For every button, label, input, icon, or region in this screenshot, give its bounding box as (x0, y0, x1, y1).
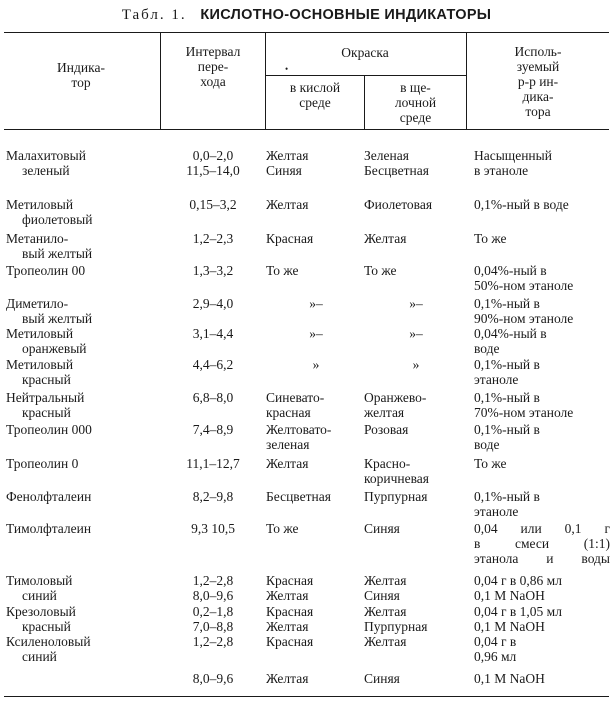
indicator-name: Метанило- вый желтый (6, 231, 93, 261)
solution-used: 0,04%-ный в 50%-ном этаноле (474, 263, 574, 293)
solution-used: 0,1%-ный в этаноле (474, 489, 540, 519)
header-alkaline: в ще- лочной среде (394, 80, 437, 125)
indicator-name: Метиловый оранжевый (6, 326, 87, 356)
transition-interval: 1,2–2,3 (192, 231, 234, 246)
alkaline-color: »– (409, 296, 423, 311)
acidic-color: То же (266, 521, 299, 536)
indicator-name: Тимолфталеин (6, 521, 92, 536)
table-title (0, 6, 613, 24)
alkaline-color: Желтая (364, 231, 407, 246)
acidic-color: То же (266, 263, 299, 278)
header-bottom-rule (4, 129, 609, 130)
header-divider-1 (160, 33, 161, 129)
transition-interval: 6,8–8,0 (192, 390, 234, 405)
solution-used: То же (474, 456, 507, 471)
header-divider-3 (364, 75, 365, 129)
indicator-name: Нейтральный красный (6, 390, 85, 420)
alkaline-color: Синяя (364, 521, 400, 536)
alkaline-color: Розовая (364, 422, 409, 437)
solution-used: 0,04 г в 1,05 мл 0,1 М NaOH (474, 604, 562, 634)
solution-used: 0,04 г в 0,86 мл 0,1 М NaOH (474, 573, 562, 603)
indicator-name: Крезоловый красный (6, 604, 76, 634)
indicator-name: Фенолфталеин (6, 489, 92, 504)
header-interval: Интервал пере- хода (185, 44, 241, 89)
transition-interval: 3,1–4,4 (192, 326, 234, 341)
solution-used: Насыщенный в этаноле (474, 148, 552, 178)
alkaline-color: Синяя (364, 671, 400, 686)
transition-interval: 8,2–9,8 (192, 489, 234, 504)
solution-used: 0,04 или 0,1 г в смеси (1:1) этанола и воды (474, 521, 610, 566)
alkaline-color: Зеленая Бесцветная (364, 148, 429, 178)
acidic-color: Бесцветная (266, 489, 331, 504)
header-indicator: Индика- тор (57, 60, 105, 90)
alkaline-color: Желтая Синяя (364, 573, 407, 603)
transition-interval: 0,0–2,0 11,5–14,0 (186, 148, 240, 178)
indicator-name: Тимоловый синий (6, 573, 73, 603)
acidic-color: »– (309, 296, 323, 311)
header-divider-4 (466, 33, 467, 129)
transition-interval: 1,3–3,2 (192, 263, 234, 278)
header-color: Окраска (341, 45, 389, 60)
alkaline-color: » (412, 357, 420, 372)
transition-interval: 2,9–4,0 (192, 296, 234, 311)
transition-interval: 0,2–1,8 7,0–8,8 (192, 604, 234, 634)
acidic-color: Синевато- красная (266, 390, 325, 420)
table-name: КИСЛОТНО-ОСНОВНЫЕ ИНДИКАТОРЫ (200, 7, 492, 23)
solution-used: 0,1%-ный в воде (474, 197, 569, 212)
acidic-color: Желтовато- зеленая (266, 422, 332, 452)
transition-interval: 1,2–2,8 (192, 634, 234, 649)
transition-interval: 0,15–3,2 (189, 197, 237, 212)
acidic-color: »– (309, 326, 323, 341)
solution-used: То же (474, 231, 507, 246)
alkaline-color: Красно- коричневая (364, 456, 430, 486)
acidic-color: Желтая (266, 456, 309, 471)
alkaline-color: Оранжево- желтая (364, 390, 427, 420)
indicator-name: Метиловый красный (6, 357, 74, 387)
indicator-name: Тропеолин 000 (6, 422, 92, 437)
acidic-color: Красная Желтая (266, 604, 314, 634)
indicator-name: Метиловый фиолетовый (6, 197, 93, 227)
acidic-color: Красная Желтая (266, 573, 314, 603)
transition-interval: 4,4–6,2 (192, 357, 234, 372)
solution-used: 0,04 г в 0,96 мл (474, 634, 517, 664)
header-usage: Исполь- зуемый р-р ин- дика- тора (514, 44, 562, 119)
solution-used: 0,1%-ный в 70%-ном этаноле (474, 390, 574, 420)
alkaline-color: »– (409, 326, 423, 341)
table-number: Табл. 1. (121, 7, 187, 23)
acidic-color: Желтая (266, 671, 309, 686)
transition-interval: 9,3 10,5 (191, 521, 235, 536)
transition-interval: 8,0–9,6 (192, 671, 234, 686)
top-rule (4, 32, 609, 33)
indicator-name: Ксиленоловый синий (6, 634, 91, 664)
header-dot-mark: • (285, 64, 289, 74)
acidic-color: Желтая (266, 197, 309, 212)
indicator-name: Малахитовый зеленый (6, 148, 86, 178)
solution-used: 0,1%-ный в воде (474, 422, 540, 452)
acidic-color: Желтая Синяя (266, 148, 309, 178)
header-acidic: в кислой среде (289, 80, 341, 110)
transition-interval: 11,1–12,7 (186, 456, 240, 471)
alkaline-color: Фиолетовая (364, 197, 433, 212)
indicator-name: Тропеолин 00 (6, 263, 86, 278)
acidic-color: Красная (266, 634, 314, 649)
acidic-color: » (312, 357, 320, 372)
solution-used: 0,1 М NaOH (474, 671, 545, 686)
alkaline-color: Желтая (364, 634, 407, 649)
acidic-color: Красная (266, 231, 314, 246)
transition-interval: 7,4–8,9 (192, 422, 234, 437)
solution-used: 0,1%-ный в 90%-ном этаноле (474, 296, 574, 326)
transition-interval: 1,2–2,8 8,0–9,6 (192, 573, 234, 603)
alkaline-color: Желтая Пурпурная (364, 604, 428, 634)
indicator-name: Диметило- вый желтый (6, 296, 93, 326)
indicator-name: Тропеолин 0 (6, 456, 79, 471)
alkaline-color: То же (364, 263, 397, 278)
color-header-rule (265, 75, 466, 76)
bottom-rule (4, 696, 609, 697)
solution-used: 0,1%-ный в этаноле (474, 357, 540, 387)
alkaline-color: Пурпурная (364, 489, 428, 504)
solution-used: 0,04%-ный в воде (474, 326, 547, 356)
